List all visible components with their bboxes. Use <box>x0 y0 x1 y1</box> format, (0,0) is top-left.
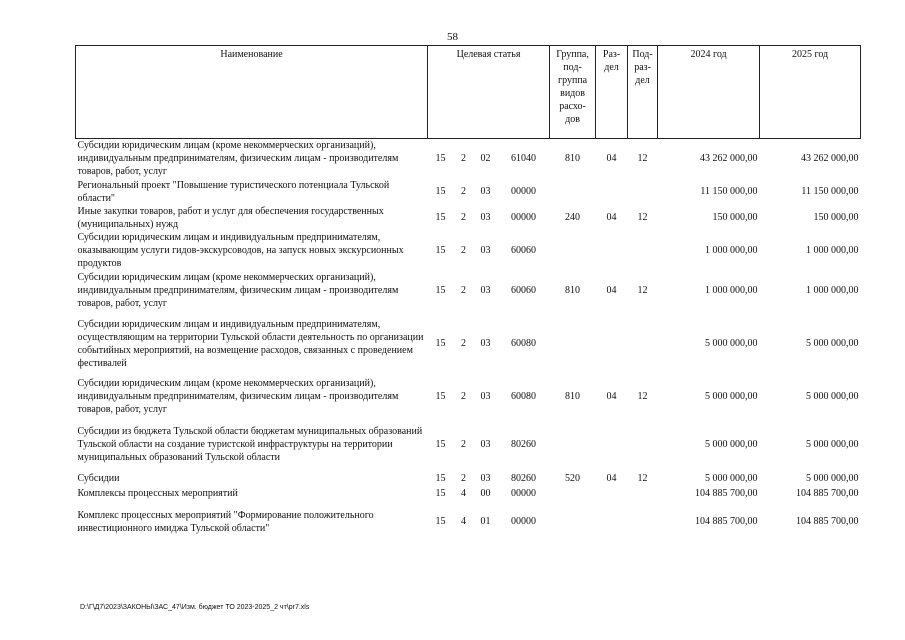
subsection <box>628 486 658 502</box>
amount-2025: 5 000 000,00 <box>806 391 859 402</box>
target-direction: 61040 <box>511 153 537 165</box>
table-row <box>76 179 861 205</box>
target-subprogram: 03 <box>480 438 491 450</box>
header-section: Раз- дел <box>596 46 628 139</box>
target-subprogram: 03 <box>480 473 491 484</box>
subsection: 12 <box>637 473 648 484</box>
target-direction: 00000 <box>511 516 537 527</box>
row-name: Субсидии юридическим лицам (кроме некоммерческих организаций), индивидуальным предпринимателям, физическим лицам - производителям товаров, работ, услуг <box>77 140 399 178</box>
amount-2024: 5 000 000,00 <box>705 391 758 402</box>
expense-group: 520 <box>565 473 581 484</box>
header-year-2025: 2025 год <box>760 46 861 139</box>
target-subprogram: 03 <box>480 338 491 349</box>
target-type: 2 <box>461 245 466 256</box>
section: 04 <box>606 153 617 165</box>
expense-group <box>550 311 596 377</box>
expense-group <box>550 231 596 271</box>
subsection <box>628 417 658 472</box>
amount-2025: 43 262 000,00 <box>801 153 859 165</box>
section <box>596 311 628 377</box>
amount-2024: 11 150 000,00 <box>700 186 758 197</box>
row-name: Комплексы процессных мероприятий <box>77 488 238 499</box>
amount-2024: 1 000 000,00 <box>705 285 758 296</box>
target-subprogram: 02 <box>480 153 491 165</box>
subsection <box>628 231 658 271</box>
target-type: 2 <box>461 338 466 349</box>
expense-group <box>550 486 596 502</box>
header-row <box>76 46 861 139</box>
table-row <box>76 486 861 502</box>
header-subsection: Под- раз- дел <box>628 46 658 139</box>
row-name: Субсидии юридическим лицам и индивидуальным предпринимателям, оказывающим услуги гидов-экскурсоводов, на запуск новых экскурсионных продуктов <box>77 232 404 269</box>
amount-2024: 5 000 000,00 <box>705 473 758 484</box>
section <box>596 502 628 542</box>
amount-2025: 5 000 000,00 <box>806 473 859 484</box>
amount-2025: 5 000 000,00 <box>806 338 859 349</box>
amount-2025: 5 000 000,00 <box>806 438 859 450</box>
amount-2024: 5 000 000,00 <box>705 438 758 450</box>
target-program: 15 <box>435 153 446 165</box>
budget-table <box>75 45 861 542</box>
target-program: 15 <box>435 212 446 223</box>
expense-group: 810 <box>565 153 581 165</box>
target-subprogram: 01 <box>480 516 491 527</box>
header-target-article: Целевая статья <box>428 46 550 139</box>
table-row <box>76 472 861 486</box>
amount-2024: 5 000 000,00 <box>705 338 758 349</box>
expense-group: 810 <box>565 391 581 402</box>
section: 04 <box>606 285 617 296</box>
target-type: 2 <box>461 391 466 402</box>
subsection <box>628 179 658 205</box>
amount-2024: 1 000 000,00 <box>705 245 758 256</box>
table-row <box>76 271 861 311</box>
amount-2025: 1 000 000,00 <box>806 285 859 296</box>
amount-2025: 11 150 000,00 <box>801 186 859 197</box>
subsection <box>628 502 658 542</box>
expense-group <box>550 502 596 542</box>
target-direction: 60080 <box>511 391 537 402</box>
target-direction: 80260 <box>511 438 537 450</box>
row-name: Комплекс процессных мероприятий "Формирование положительного инвестиционного имиджа Тульской области" <box>77 509 374 534</box>
target-direction: 60060 <box>511 285 537 296</box>
row-name: Субсидии из бюджета Тульской области бюджетам муниципальных образований Тульской области на создание туристской инфраструктуры на территории муниципальных образований Тульской области <box>77 425 423 463</box>
target-type: 2 <box>461 438 466 450</box>
target-direction: 00000 <box>511 186 537 197</box>
amount-2025: 1 000 000,00 <box>806 245 859 256</box>
row-name: Субсидии юридическим лицам и индивидуальным предпринимателям, осуществляющим на территории Тульской области деятельность по организации событийных мероприятий, на возмещение расходов, связанных с проведением фестивалей <box>77 318 424 369</box>
target-direction: 00000 <box>511 488 537 499</box>
target-type: 2 <box>461 153 466 165</box>
target-type: 2 <box>461 212 466 223</box>
amount-2024: 43 262 000,00 <box>700 153 758 165</box>
file-path-footer: D:\Г\Д7\2023\ЗАКОНЫ\ЗАС_47\Изм. бюджет ТО 2023-2025_2 чт\pr7.xls <box>80 604 310 611</box>
section <box>596 179 628 205</box>
section: 04 <box>606 391 617 402</box>
target-subprogram: 03 <box>480 212 491 223</box>
expense-group <box>550 417 596 472</box>
page-number: 58 <box>447 31 458 43</box>
target-direction: 60080 <box>511 338 537 349</box>
row-name: Иные закупки товаров, работ и услуг для обеспечения государственных (муниципальных) нужд <box>77 205 384 230</box>
target-type: 4 <box>461 488 466 499</box>
subsection: 12 <box>637 212 648 223</box>
section <box>596 417 628 472</box>
subsection: 12 <box>637 391 648 402</box>
header-expense-group: Группа, под- группа видов расхо- дов <box>550 46 596 139</box>
target-program: 15 <box>435 516 446 527</box>
target-program: 15 <box>435 391 446 402</box>
target-program: 15 <box>435 473 446 484</box>
target-program: 15 <box>435 245 446 256</box>
target-subprogram: 00 <box>480 488 491 499</box>
expense-group <box>550 179 596 205</box>
section <box>596 486 628 502</box>
row-name: Субсидии юридическим лицам (кроме некоммерческих организаций), индивидуальным предпринимателям, физическим лицам - производителям товаров, работ, услуг <box>77 272 399 309</box>
target-subprogram: 03 <box>480 285 491 296</box>
section <box>596 231 628 271</box>
amount-2025: 150 000,00 <box>813 212 859 223</box>
target-direction: 80260 <box>511 473 537 484</box>
target-direction: 00000 <box>511 212 537 223</box>
expense-group: 240 <box>565 212 581 223</box>
target-type: 2 <box>461 473 466 484</box>
header-name: Наименование <box>76 46 428 139</box>
table-row <box>76 139 861 179</box>
table-row <box>76 205 861 231</box>
row-name: Субсидии юридическим лицам (кроме некоммерческих организаций), индивидуальным предпринимателям, физическим лицам - производителям товаров, работ, услуг <box>77 378 399 415</box>
amount-2024: 150 000,00 <box>712 212 758 223</box>
target-subprogram: 03 <box>480 186 491 197</box>
target-type: 2 <box>461 285 466 296</box>
header-year-2024: 2024 год <box>658 46 760 139</box>
row-name: Субсидии <box>77 473 120 484</box>
subsection <box>628 311 658 377</box>
table-row <box>76 231 861 271</box>
amount-2025: 104 885 700,00 <box>796 516 859 527</box>
amount-2024: 104 885 700,00 <box>695 516 758 527</box>
target-subprogram: 03 <box>480 245 491 256</box>
amount-2024: 104 885 700,00 <box>695 488 758 499</box>
target-subprogram: 03 <box>480 391 491 402</box>
amount-2025: 104 885 700,00 <box>796 488 859 499</box>
target-program: 15 <box>435 488 446 499</box>
subsection: 12 <box>637 153 648 165</box>
section: 04 <box>606 473 617 484</box>
expense-group: 810 <box>565 285 581 296</box>
table-row <box>76 377 861 417</box>
table-row <box>76 417 861 472</box>
subsection: 12 <box>637 285 648 296</box>
target-program: 15 <box>435 285 446 296</box>
table-row <box>76 311 861 377</box>
target-program: 15 <box>435 438 446 450</box>
section: 04 <box>606 212 617 223</box>
table-row <box>76 502 861 542</box>
target-type: 4 <box>461 516 466 527</box>
target-program: 15 <box>435 338 446 349</box>
row-name: Региональный проект "Повышение туристического потенциала Тульской области" <box>77 179 390 204</box>
target-type: 2 <box>461 186 466 197</box>
target-direction: 60060 <box>511 245 537 256</box>
target-program: 15 <box>435 186 446 197</box>
